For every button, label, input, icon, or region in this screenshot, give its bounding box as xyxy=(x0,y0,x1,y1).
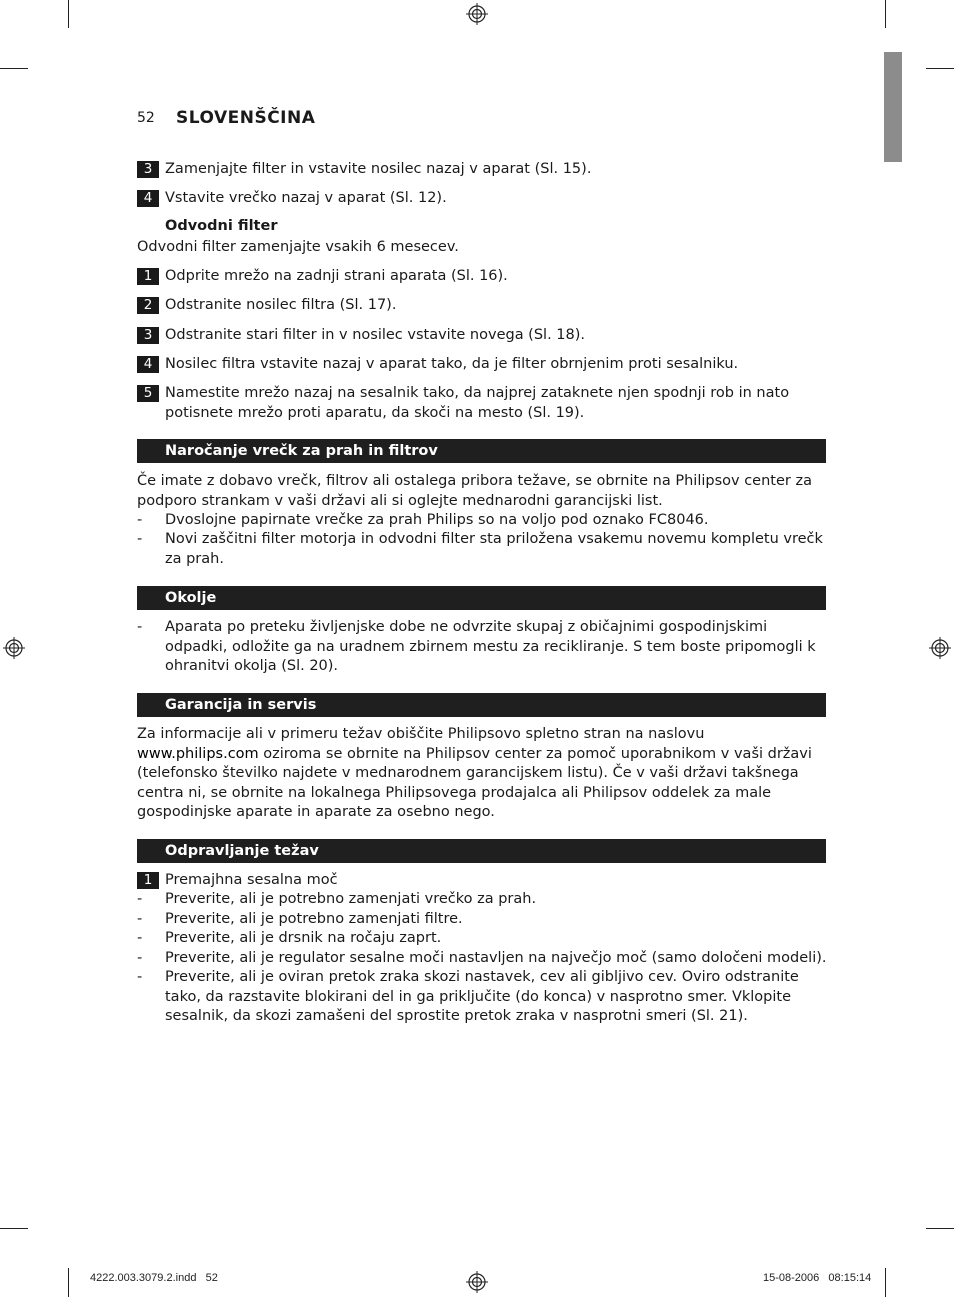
list-item xyxy=(137,530,827,569)
step-number: 5 xyxy=(137,385,159,402)
step-text: Namestite mrežo nazaj na sesalnik tako, da najprej zataknete njen spodnji rob in nato potisnete mrežo proti aparatu, da skoči na mesto (Sl. 19). xyxy=(165,385,790,421)
step-item xyxy=(137,355,827,375)
language-title: SLOVENŠČINA xyxy=(176,108,316,128)
bullet-dash: - xyxy=(137,969,143,985)
list-item xyxy=(137,968,827,1027)
footer-datetime: 15-08-2006 08:15:14 xyxy=(763,1272,872,1284)
exhaust-filter-heading: Odvodni filter xyxy=(165,218,278,234)
step-number: 1 xyxy=(137,268,159,285)
list-item-text: Dvoslojne papirnate vrečke za prah Philips so na voljo pod oznako FC8046. xyxy=(165,512,709,528)
bullet-dash: - xyxy=(137,531,143,547)
list-item xyxy=(137,929,827,949)
crop-mark xyxy=(885,1268,886,1297)
list-item xyxy=(137,618,827,677)
list-item-text: Preverite, ali je drsnik na ročaju zaprt. xyxy=(165,930,442,946)
registration-mark-icon xyxy=(929,637,951,659)
crop-mark xyxy=(0,68,28,69)
list-item-text: Aparata po preteku življenjske dobe ne odvrzite skupaj z običajnimi gospodinjskimi odpadki, odložite ga na uradnem zbirnem mestu za recikliranje. S tem boste pripomogli k ohranitvi okolja (Sl. 20). xyxy=(165,619,816,674)
page-number: 52 xyxy=(137,110,155,126)
step-number: 3 xyxy=(137,327,159,344)
list-item xyxy=(137,511,827,531)
bullet-dash: - xyxy=(137,891,143,907)
step-number: 2 xyxy=(137,297,159,314)
section-heading-troubleshooting xyxy=(137,839,826,863)
section-heading-text: Okolje xyxy=(165,590,217,606)
list-item xyxy=(137,890,827,910)
bullet-dash: - xyxy=(137,512,143,528)
step-text: Odstranite nosilec filtra (Sl. 17). xyxy=(165,297,397,313)
bullet-dash: - xyxy=(137,950,143,966)
footer-file-info: 4222.003.3079.2.indd 52 xyxy=(90,1272,218,1284)
language-side-tab xyxy=(884,52,902,162)
step-number: 1 xyxy=(137,872,159,889)
step-number: 4 xyxy=(137,356,159,373)
step-text: Premajhna sesalna moč xyxy=(165,872,338,888)
guarantee-text xyxy=(137,725,827,823)
guarantee-text-before: Za informacije ali v primeru težav obiščite Philipsovo spletno stran na naslovu xyxy=(137,726,705,742)
section-heading-text: Odpravljanje težav xyxy=(165,843,319,859)
list-item xyxy=(137,910,827,930)
crop-mark xyxy=(68,1268,69,1297)
list-item xyxy=(137,949,827,969)
step-item xyxy=(137,296,827,316)
step-text: Zamenjajte filter in vstavite nosilec nazaj v aparat (Sl. 15). xyxy=(165,161,592,177)
step-item xyxy=(137,160,827,180)
registration-mark-icon xyxy=(466,3,488,25)
list-item-text: Preverite, ali je regulator sesalne moči nastavljen na največjo moč (samo določeni modeli). xyxy=(165,950,827,966)
list-item-text: Novi zaščitni filter motorja in odvodni filter sta priložena vsakemu novemu kompletu vrečk za prah. xyxy=(165,531,823,567)
list-item-text: Preverite, ali je oviran pretok zraka skozi nastavek, cev ali gibljivo cev. Oviro odstranite tako, da razstavite blokirani del in ga priključite (do konca) v nasprotno smer. Vklopite sesalnik, da skozi zamašeni del sprostite pretok zraka v nasprotni smeri (Sl. 21). xyxy=(165,969,799,1024)
section-heading-environment xyxy=(137,586,826,610)
crop-mark xyxy=(885,0,886,28)
crop-mark xyxy=(68,0,69,28)
section-heading-ordering xyxy=(137,439,826,463)
step-text: Odprite mrežo na zadnji strani aparata (Sl. 16). xyxy=(165,268,508,284)
crop-mark xyxy=(926,68,954,69)
crop-mark xyxy=(0,1228,28,1229)
bullet-dash: - xyxy=(137,930,143,946)
guarantee-text-after: oziroma se obrnite na Philipsov center za pomoč uporabnikom v vaši državi (telefonsko številko najdete v mednarodnem garancijskem listu). Če v vaši državi takšnega centra ni, se obrnite na lokalnega Philipsovega prodajalca ali Philipsov oddelek za male gospodinjske aparate in aparate za osebno nego. xyxy=(137,745,812,820)
list-item-text: Preverite, ali je potrebno zamenjati filtre. xyxy=(165,911,463,927)
bullet-dash: - xyxy=(137,619,143,635)
registration-mark-icon xyxy=(3,637,25,659)
crop-mark xyxy=(926,1228,954,1229)
step-text: Nosilec filtra vstavite nazaj v aparat tako, da je filter obrnjenim proti sesalniku. xyxy=(165,356,739,372)
step-item xyxy=(137,189,827,209)
philips-website-link[interactable]: www.philips.com xyxy=(137,745,259,762)
bullet-dash: - xyxy=(137,911,143,927)
step-item xyxy=(137,384,827,423)
step-text: Odstranite stari filter in v nosilec vstavite novega (Sl. 18). xyxy=(165,327,586,343)
section-heading-text: Naročanje vrečk za prah in filtrov xyxy=(165,443,438,459)
step-number: 4 xyxy=(137,190,159,207)
step-item xyxy=(137,871,827,891)
step-number: 3 xyxy=(137,161,159,178)
registration-mark-icon xyxy=(466,1271,488,1293)
step-item xyxy=(137,326,827,346)
section-heading-text: Garancija in servis xyxy=(165,697,317,713)
step-item xyxy=(137,267,827,287)
step-text: Vstavite vrečko nazaj v aparat (Sl. 12). xyxy=(165,190,447,206)
exhaust-filter-intro: Odvodni filter zamenjajte vsakih 6 mesecev. xyxy=(137,239,459,255)
list-item-text: Preverite, ali je potrebno zamenjati vrečko za prah. xyxy=(165,891,537,907)
section-heading-guarantee xyxy=(137,693,826,717)
ordering-intro: Če imate z dobavo vrečk, filtrov ali ostalega pribora težave, se obrnite na Philipsov center za podporo strankam v vaši državi ali si oglejte mednarodni garancijski list. xyxy=(137,473,812,509)
